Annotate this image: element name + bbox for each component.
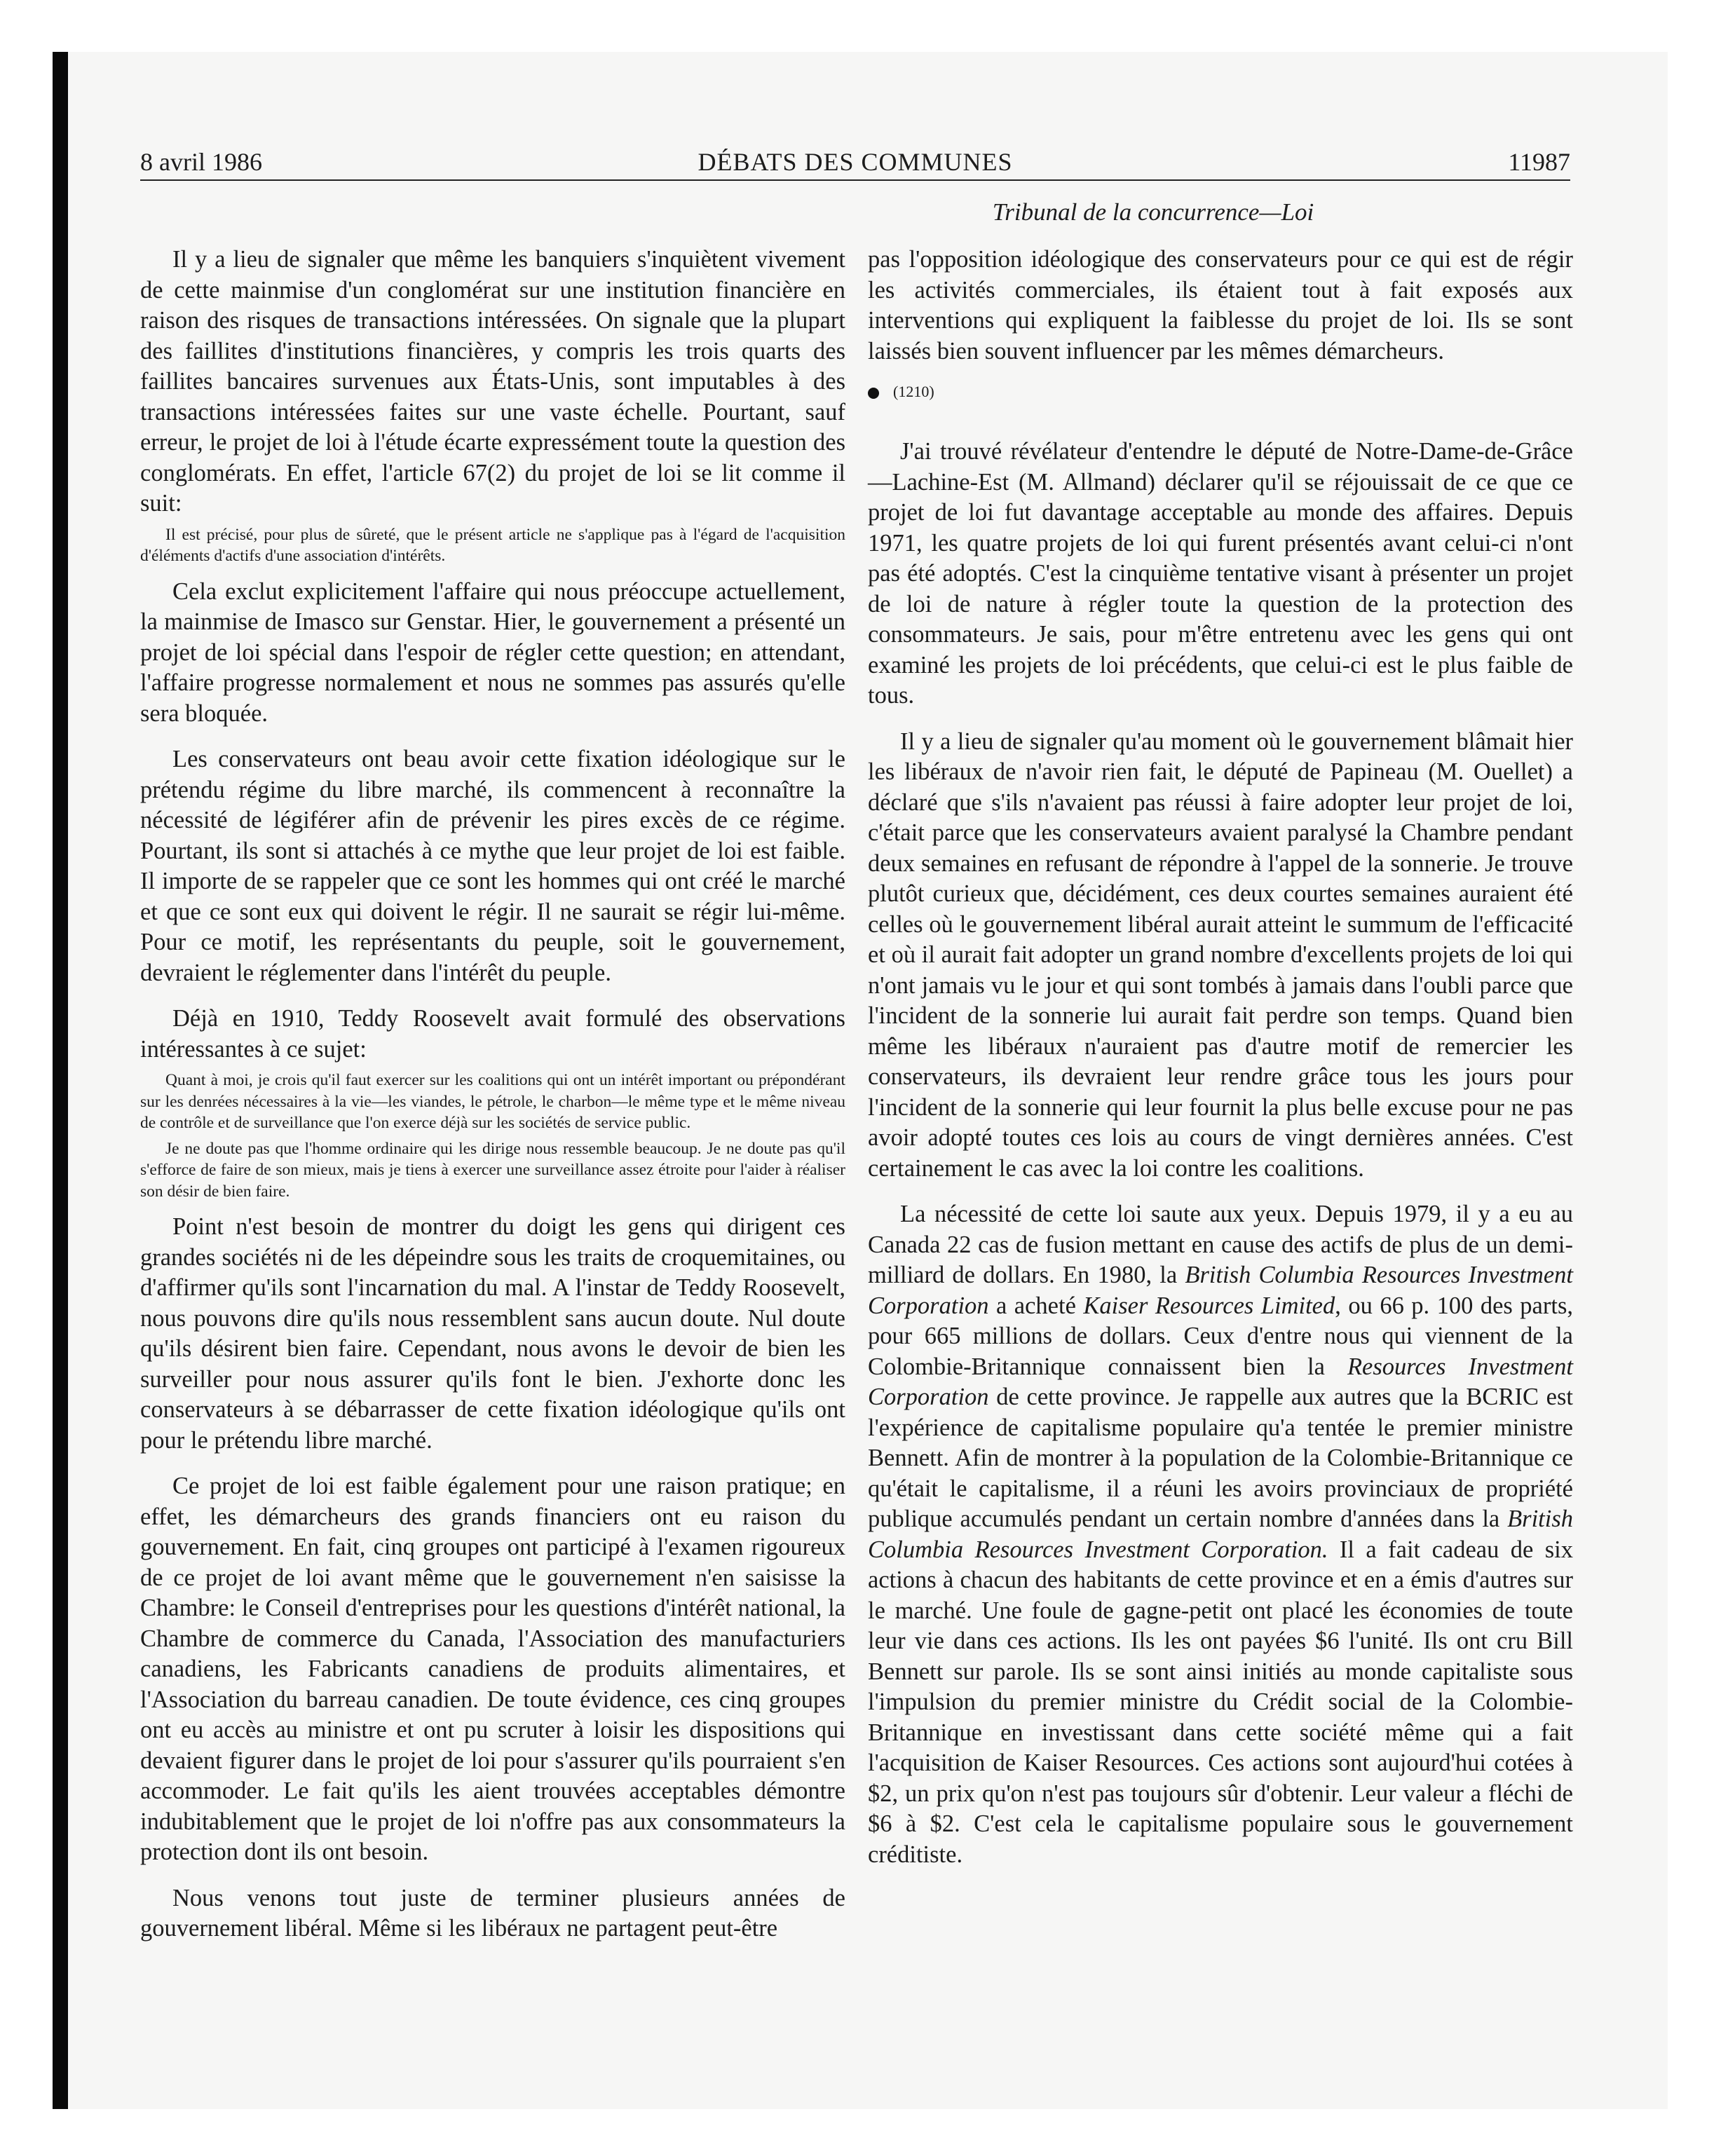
text-run: de cette province. Je rappelle aux autres que la BCRIC est l'expérience de capitalisme populaire qu'a tentée le premier ministre Bennett. Afin de montrer à la population de la Colombie-Britannique ce qu'était le capitalisme, il a réuni les avoirs provinciaux de propriété publique accumulés pendant un certain nombre d'années dans la xyxy=(868,1384,1573,1532)
timestamp-text: (1210) xyxy=(893,383,934,400)
paragraph: Ce projet de loi est faible également pour une raison pratique; en effet, les démarcheurs des grands financiers ont eu raison du gouvernement. En fait, cinq groupes ont participé à l'examen rigoureux de ce projet de loi avant même que le gouvernement n'en saisisse la Chambre: le Conseil d'entreprises pour les questions d'intérêt national, la Chambre de commerce du Canada, l'Association des manufacturiers canadiens, les Fabricants canadiens de produits alimentaires, et l'Association du barreau canadien. De toute évidence, ces cinq groupes ont eu accès au ministre et ont pu scruter à loisir les dispositions qui devaient figurer dans le projet de loi pour s'assurer qu'ils pourraient s'en accommoder. Le fait qu'ils les aient trouvées acceptables démontre indubitablement que le projet de loi n'offre pas aux consommateurs la protection dont ils ont besoin. xyxy=(140,1473,845,1865)
page-header xyxy=(140,144,1570,179)
paragraph: Il y a lieu de signaler que même les banquiers s'inquiètent vivement de cette mainmise d'un conglomérat sur une institution financière en raison des risques de transactions intéressées. On signale que la plupart des faillites d'institutions financières, y compris les trois quarts des faillites bancaires survenues aux États-Unis, sont imputables à des transactions intéressées faites sur une vaste échelle. Pourtant, sauf erreur, le projet de loi à l'étude écarte expressément toute la question des conglomérats. En effet, l'article 67(2) du projet de loi se lit comme il suit: xyxy=(140,246,845,517)
timestamp xyxy=(868,378,1573,406)
header-page-number: 11987 xyxy=(1508,148,1570,176)
block-quote: Quant à moi, je crois qu'il faut exercer sur les coalitions qui ont un intérêt important ou prépondérant sur les denrées nécessaires à la vie—les viandes, le pétrole, le charbon—le même type et le même niveau de contrôle et de surveillance que l'on exerce déjà sur les sociétés de service public. xyxy=(140,1071,845,1132)
scan-edge-bar xyxy=(53,52,68,2109)
paragraph: Il y a lieu de signaler qu'au moment où le gouvernement blâmait hier les libéraux de n'avoir rien fait, le député de Papineau (M. Ouellet) a déclaré que s'ils n'avaient pas réussi à faire adopter leur projet de loi, c'était parce que les conservateurs avaient paralysé la Chambre pendant deux semaines en refusant de répondre à l'appel de la sonnerie. Je trouve plutôt curieux que, décidément, ces deux courtes semaines auraient été celles où le gouvernement libéral aurait atteint le summum de l'efficacité et où il aurait fait adopter un grand nombre d'excellents projets de loi qui n'ont jamais vu le jour et qui sont tombés à jamais dans l'oubli parce que l'incident de la sonnerie lui aurait fait perdre son temps. Quand bien même les libéraux n'auraient pas d'autre motif de remercier les conservateurs, ils devraient leur rendre grâce tous les jours pour l'incident de la sonnerie qui leur fournit la plus belle excuse pour ne pas avoir adopté toutes ces lois au cours de vingt dernières années. C'est certainement le cas avec la loi contre les coalitions. xyxy=(868,728,1573,1182)
paragraph-continued: pas l'opposition idéologique des conservateurs pour ce qui est de régir les activités commerciales, ils étaient tout à fait exposés aux interventions qui expliquent la faiblesse du projet de loi. Ils se sont laissés bien souvent influencer par les mêmes démarcheurs. xyxy=(868,246,1573,364)
header-title: DÉBATS DES COMMUNES xyxy=(698,148,1013,176)
paragraph: Point n'est besoin de montrer du doigt les gens qui dirigent ces grandes sociétés ni de les dépeindre sous les traits de croquemitaines, ou d'affirmer qu'ils sont l'incarnation du mal. A l'instar de Teddy Roosevelt, nous pouvons dire qu'ils nous ressemblent sans aucun doute. Nul doute qu'ils désirent bien faire. Cependant, nous avons le devoir de bien les surveiller pour nous assurer qu'ils font le bien. J'exhorte donc les conservateurs à se débarrasser de cette fixation idéologique qu'ils ont pour le prétendu libre marché. xyxy=(140,1213,845,1454)
text-run: a acheté xyxy=(988,1292,1084,1319)
header-date: 8 avril 1986 xyxy=(140,148,262,176)
block-quote: Je ne doute pas que l'homme ordinaire qui les dirige nous ressemble beaucoup. Je ne doute pas qu'il s'efforce de faire de son mieux, mais je tiens à exercer une surveillance assez étroite pour l'aider à réaliser son désir de bien faire. xyxy=(140,1139,845,1201)
text-run: La nécessité de cette loi saute aux yeux. Depuis 1979, il y a eu au Canada 22 cas de fusion mettant en cause des actifs de plus de un demi-milliard de dollars. En 1980, la xyxy=(868,1201,1573,1288)
section-title: Tribunal de la concurrence—Loi xyxy=(992,198,1314,226)
paragraph xyxy=(868,1199,1573,1870)
text-run: , ou 66 p. 100 des parts, pour 665 millions de dollars. Ceux d'entre nous qui viennent de la Colombie-Britannique connaissent bien la xyxy=(868,1292,1573,1380)
bullet-icon xyxy=(868,388,879,399)
paragraph: Cela exclut explicitement l'affaire qui nous préoccupe actuellement, la mainmise de Imasco sur Genstar. Hier, le gouvernement a présenté un projet de loi spécial dans l'espoir de régler cette question; en attendant, l'affaire progresse normalement et nous ne sommes pas assurés qu'elle sera bloquée. xyxy=(140,578,845,727)
text-run: Il a fait cadeau de six actions à chacun des habitants de cette province et en a émis d'autres sur le marché. Une foule de gagne-petit ont placé les économies de toute leur vie dans ces actions. Ils les ont payées $6 l'unité. Ils ont cru Bill Bennett sur parole. Ils se sont ainsi initiés au monde capitaliste sous l'impulsion du premier ministre du Crédit social de la Colombie-Britannique en investissant dans cette société même qui a fait l'acquisition de Kaiser Resources. Ces actions sont aujourd'hui cotées à $2, un prix qu'on n'est pas toujours sûr d'obtenir. Leur valeur a fléchi de $6 à $2. C'est cela le capitalisme populaire sous le gouvernement créditiste. xyxy=(868,1536,1573,1868)
italic-run: British Columbia Resources Investment Corporation xyxy=(868,1262,1573,1319)
paragraph: J'ai trouvé révélateur d'entendre le député de Notre-Dame-de-Grâce—Lachine-Est (M. Allmand) déclarer qu'il se réjouissait de ce que ce projet de loi fut davantage acceptable au monde des affaires. Depuis 1971, les quatre projets de loi qui furent présentés avant celui-ci n'ont pas été adoptés. C'est la cinquième tentative visant à présenter un projet de loi de nature à régler toute la question de la protection des consommateurs. Je sais, pour m'être entretenu avec les gens qui ont examiné les projets de loi précédents, que celui-ci est le plus faible de tous. xyxy=(868,438,1573,709)
paragraph: Déjà en 1910, Teddy Roosevelt avait formulé des observations intéressantes à ce sujet: xyxy=(140,1005,845,1063)
italic-run: Resources Investment Corporation xyxy=(868,1353,1573,1410)
header-rule xyxy=(140,179,1570,181)
left-column xyxy=(140,245,845,1958)
paragraph: Les conservateurs ont beau avoir cette fixation idéologique sur le prétendu régime du libre marché, ils commencent à reconnaître la nécessité de légiférer afin de prévenir les pires excès de ce régime. Pourtant, ils sont si attachés à ce mythe que leur projet de loi est faible. Il importe de se rappeler que ce sont les hommes qui ont créé le marché et que ce sont eux qui doivent le régir. Il ne saurait se régir lui-même. Pour ce motif, les représentants du peuple, soit le gouvernement, devraient le réglementer dans l'intérêt du peuple. xyxy=(140,746,845,986)
paragraph: Nous venons tout juste de terminer plusieurs années de gouvernement libéral. Même si les libéraux ne partagent peut-être xyxy=(140,1884,845,1942)
block-quote: Il est précisé, pour plus de sûreté, que le présent article ne s'applique pas à l'égard de l'acquisition d'éléments d'actifs d'une association d'intérêts. xyxy=(140,525,845,565)
right-column xyxy=(868,245,1573,1883)
italic-run: British Columbia Resources Investment Corporation. xyxy=(868,1506,1573,1563)
italic-run: Kaiser Resources Limited xyxy=(1083,1292,1335,1319)
